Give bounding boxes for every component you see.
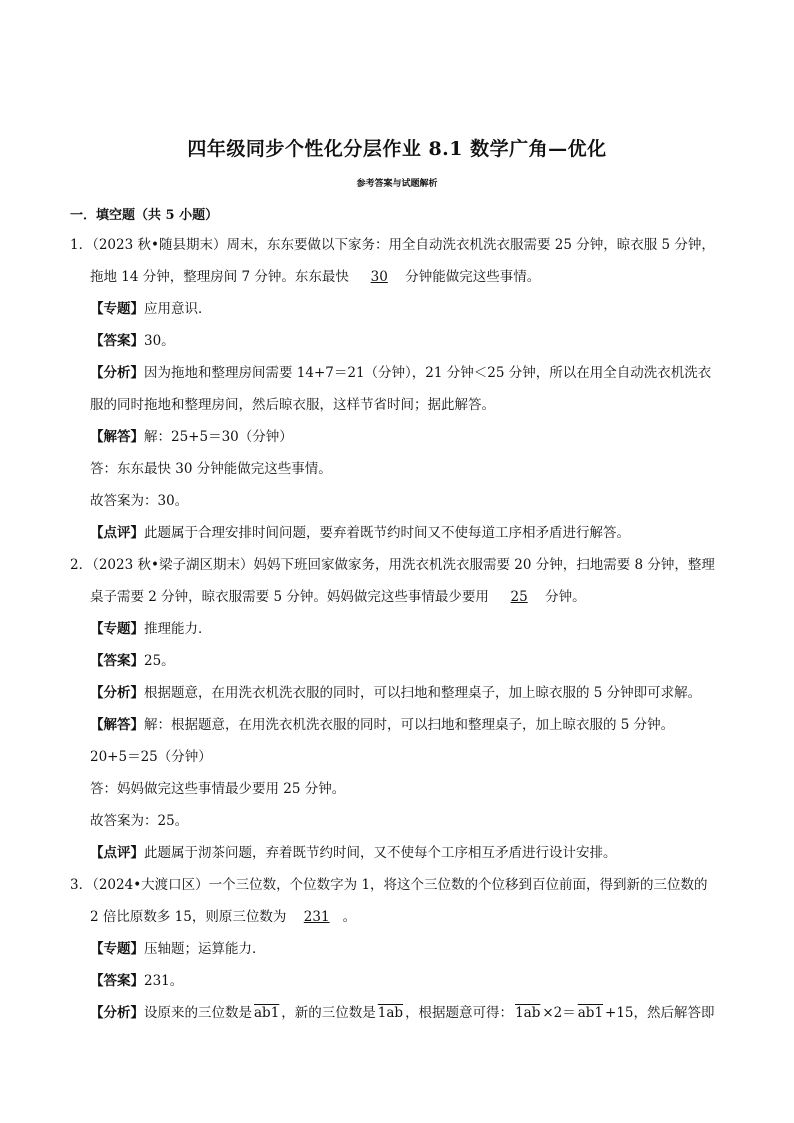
q1-topic: 【专题】应用意识．	[90, 301, 212, 317]
q2-analysis: 【分析】根据题意，在用洗衣机洗衣服的同时，可以扫地和整理桌子，加上晾衣服的 5 分钟即可求解。	[90, 685, 702, 701]
q3-stem-line2	[90, 908, 730, 926]
overlined-number: ab1	[254, 1005, 280, 1021]
q2-stem-tail: 分钟。	[545, 589, 586, 605]
q1-solution-line1: 【解答】解：25+5＝30（分钟）	[90, 429, 293, 445]
q3-stem-text: 2 倍比原数多 15，则原三位数为	[90, 909, 287, 925]
q2-stem-line1: 2．（2023 秋•梁子湖区期末）妈妈下班回家做家务，用洗衣机洗衣服需要 20 分钟，扫地需要 8 分钟，整理	[70, 557, 715, 573]
q3-stem-tail: 。	[342, 909, 357, 925]
q1-analysis-line1: 【分析】因为拖地和整理房间需要 14+7＝21（分钟），21 分钟＜25 分钟，所以在用全自动洗衣机洗衣	[90, 365, 712, 381]
q2-topic: 【专题】推理能力．	[90, 621, 212, 637]
q2-solution-line1: 【解答】解：根据题意，在用洗衣机洗衣服的同时，可以扫地和整理桌子，加上晾衣服的 5 分钟。	[90, 717, 675, 733]
q3-stem-line1: 3．（2024•大渡口区）一个三位数，个位数字为 1，将这个三位数的个位移到百位前面，得到新的三位数的	[70, 877, 708, 893]
q2-solution-line2: 20+5＝25（分钟）	[90, 749, 212, 765]
q2-solution-line4: 故答案为：25。	[90, 813, 189, 829]
overlined-number: 1ab	[377, 1005, 404, 1021]
q3-answer-blank: 231	[303, 909, 330, 925]
q1-solution-line2: 答：东东最快 30 分钟能做完这些事情。	[90, 461, 332, 477]
q1-comment: 【点评】此题属于合理安排时间问题，要弃着既节约时间又不使每道工序相矛盾进行解答。	[90, 525, 630, 541]
q2-stem-line2	[90, 588, 730, 606]
q3-topic: 【专题】压轴题；运算能力．	[90, 941, 266, 957]
q1-stem-line2	[90, 268, 730, 286]
page-subtitle: 参考答案与试题解析	[356, 179, 438, 189]
q2-answer-blank: 25	[510, 589, 528, 605]
q1-stem-text: 拖地 14 分钟，整理房间 7 分钟。东东最快	[90, 269, 349, 285]
q2-answer: 【答案】25。	[90, 653, 175, 669]
q3-answer: 【答案】231。	[90, 973, 184, 989]
q1-answer-blank: 30	[370, 269, 388, 285]
section-heading: 一．填空题（共 5 小题）	[70, 208, 219, 223]
q1-solution-line3: 故答案为：30。	[90, 493, 189, 509]
q1-analysis-line2: 服的同时拖地和整理房间，然后晾衣服，这样节省时间；据此解答。	[90, 397, 495, 413]
q1-stem-tail: 分钟能做完这些事情。	[405, 269, 541, 285]
q2-stem-text: 桌子需要 2 分钟，晾衣服需要 5 分钟。妈妈做完这些事情最少要用	[90, 589, 489, 605]
q1-answer: 【答案】30。	[90, 333, 175, 349]
q2-comment: 【点评】此题属于沏茶问题，弃着既节约时间，又不使每个工序相互矛盾进行设计安排。	[90, 845, 617, 861]
page-title: 四年级同步个性化分层作业 8.1 数学广角—优化	[187, 138, 607, 160]
overlined-number: 1ab	[515, 1005, 541, 1021]
overlined-number: ab1	[577, 1005, 604, 1021]
q2-solution-line3: 答：妈妈做完这些事情最少要用 25 分钟。	[90, 781, 346, 797]
q3-analysis: 【分析】设原来的三位数是 ab1 ，新的三位数是 1ab ，根据题意可得： 1ab ×2＝ ab1 +15，然后解答即	[90, 1005, 715, 1021]
q1-stem-line1: 1．（2023 秋•随县期末）周末，东东要做以下家务：用全自动洗衣机洗衣服需要 25 分钟，晾衣服 5 分钟，	[70, 237, 715, 253]
